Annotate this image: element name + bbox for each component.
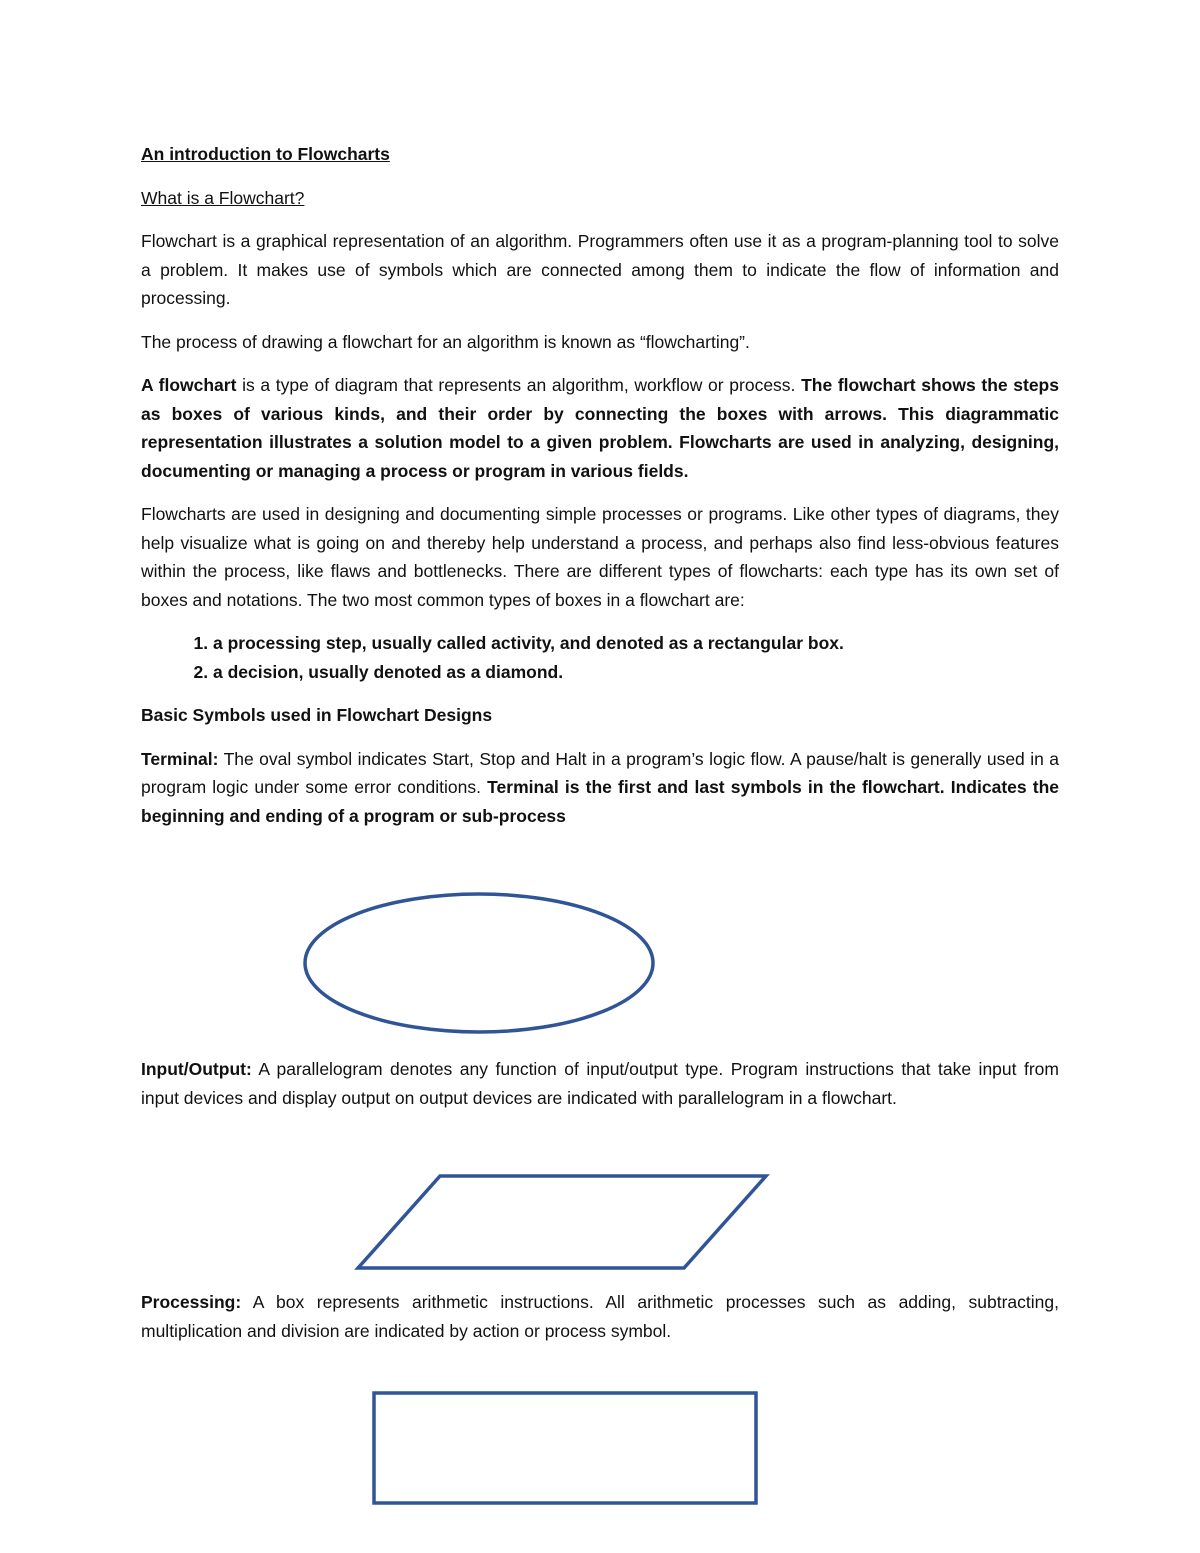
paragraph-flowcharting: The process of drawing a flowchart for an algorithm is known as “flowcharting”. xyxy=(141,331,750,352)
bold-tail: The flowchart shows the steps as boxes of various kinds, and their order by connecting the boxes with arrows. This diagrammatic representation illustrates a solution model to a given problem. Flowcharts are used in analyzing, designing, documenting or managing a process or program in various fields. xyxy=(141,375,1059,481)
io-label: Input/Output: xyxy=(141,1059,252,1079)
paragraph-definition: Flowchart is a graphical representation of an algorithm. Programmers often use it as a program-planning tool to solve a problem. It makes use of symbols which are connected among them to indicate the flow of information and processing. xyxy=(141,231,1059,308)
section-subtitle: What is a Flowchart? xyxy=(141,187,305,208)
list-item: 1. a processing step, usually called activity, and denoted as a rectangular box. xyxy=(213,629,1059,658)
io-text: A parallelogram denotes any function of input/output type. Program instructions that take input from input devices and display output on output devices are indicated with parallelogram in a flowchart. xyxy=(141,1059,1059,1108)
box-types-list xyxy=(141,629,1059,686)
paragraph-input-output xyxy=(141,1055,1059,1112)
document-title: An introduction to Flowcharts xyxy=(141,144,390,164)
rectangle-shape xyxy=(374,1393,756,1503)
processing-text: A box represents arithmetic instructions. All arithmetic processes such as adding, subtracting, multiplication and division are indicated by action or process symbol. xyxy=(141,1292,1059,1341)
bold-lead: A flowchart xyxy=(141,375,237,395)
paragraph-flowchart-description xyxy=(141,371,1059,485)
terminal-bold-tail: Terminal is the first and last symbols in the flowchart. Indicates the beginning and ending of a program or sub-process xyxy=(141,777,1059,826)
processing-section xyxy=(141,1288,1059,1360)
terminal-oval-icon xyxy=(300,890,660,1036)
paragraph-usage: Flowcharts are used in designing and documenting simple processes or programs. Like other types of diagrams, they help visualize what is going on and thereby help understand a process, and perhaps also find less-obvious features within the process, like flaws and bottlenecks. There are different types of flowcharts: each type has its own set of boxes and notations. The two most common types of boxes in a flowchart are: xyxy=(141,504,1059,610)
io-parallelogram-icon xyxy=(352,1172,772,1274)
terminal-label: Terminal: xyxy=(141,748,219,769)
processing-label: Processing: xyxy=(141,1292,242,1312)
oval-shape xyxy=(305,894,653,1032)
list-item: 2. a decision, usually denoted as a diamond. xyxy=(213,658,1059,687)
paragraph-terminal xyxy=(141,745,1059,831)
lead-text: is a type of diagram that represents an algorithm, workflow or process. xyxy=(236,375,802,395)
io-section xyxy=(141,1055,1059,1127)
symbols-heading: Basic Symbols used in Flowchart Designs xyxy=(141,705,493,725)
paragraph-processing xyxy=(141,1288,1059,1345)
parallelogram-shape xyxy=(358,1176,766,1268)
processing-rectangle-icon xyxy=(370,1389,760,1507)
terminal-text: The oval symbol indicates Start, Stop and Halt in a program’s logic flow. A pause/halt is generally used in a program logic under some error conditions. xyxy=(141,748,1059,797)
document-body xyxy=(141,140,1059,845)
